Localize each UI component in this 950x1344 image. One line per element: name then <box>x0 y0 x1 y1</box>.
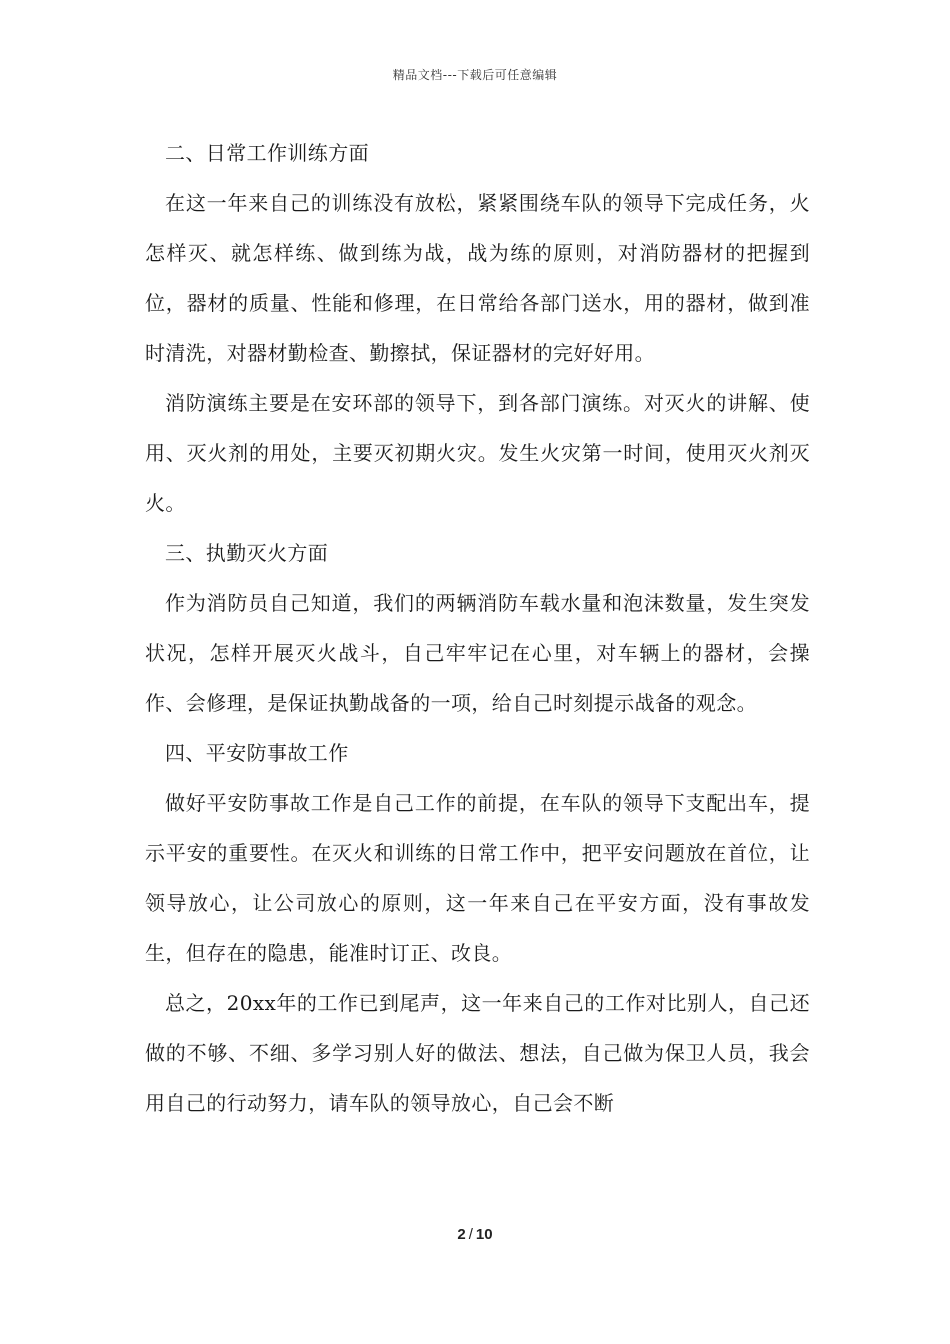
total-pages: 10 <box>475 1226 493 1243</box>
paragraph-drill: 消防演练主要是在安环部的领导下，到各部门演练。对灭火的讲解、使用、灭火剂的用处，主要灭初期火灾。发生火灾第一时间，使用灭火剂灭火。 <box>145 391 810 515</box>
page-header: 精品文档---下载后可任意编辑 <box>392 68 558 82</box>
document-body <box>145 128 810 1128</box>
current-page: 2 <box>457 1226 466 1243</box>
paragraph-duty: 作为消防员自己知道，我们的两辆消防车载水量和泡沫数量，发生突发状况，怎样开展灭火战斗，自己牢牢记在心里，对车辆上的器材，会操作、会修理，是保证执勤战备的一项，给自己时刻提示战备的观念。 <box>145 591 810 715</box>
section-heading-daily-training: 二、日常工作训练方面 <box>165 141 369 165</box>
section-heading-duty-firefighting: 三、执勤灭火方面 <box>165 541 329 565</box>
paragraph-safety: 做好平安防事故工作是自己工作的前提，在车队的领导下支配出车，提示平安的重要性。在灭火和训练的日常工作中，把平安问题放在首位，让领导放心，让公司放心的原则，这一年来自己在平安方面，没有事故发生，但存在的隐患，能准时订正、改良。 <box>145 791 810 965</box>
paragraph-summary: 总之，20xx年的工作已到尾声，这一年来自己的工作对比别人，自己还做的不够、不细、多学习别人好的做法、想法，自己做为保卫人员，我会用自己的行动努力，请车队的领导放心，自己会不断 <box>145 991 810 1115</box>
paragraph-training: 在这一年来自己的训练没有放松，紧紧围绕车队的领导下完成任务，火怎样灭、就怎样练、做到练为战，战为练的原则，对消防器材的把握到位，器材的质量、性能和修理，在日常给各部门送水，用的器材，做到准时清洗，对器材勤检查、勤擦拭，保证器材的完好好用。 <box>145 191 810 365</box>
page-number <box>0 1226 950 1243</box>
page-separator: / <box>468 1226 473 1243</box>
section-heading-safety: 四、平安防事故工作 <box>165 741 349 765</box>
